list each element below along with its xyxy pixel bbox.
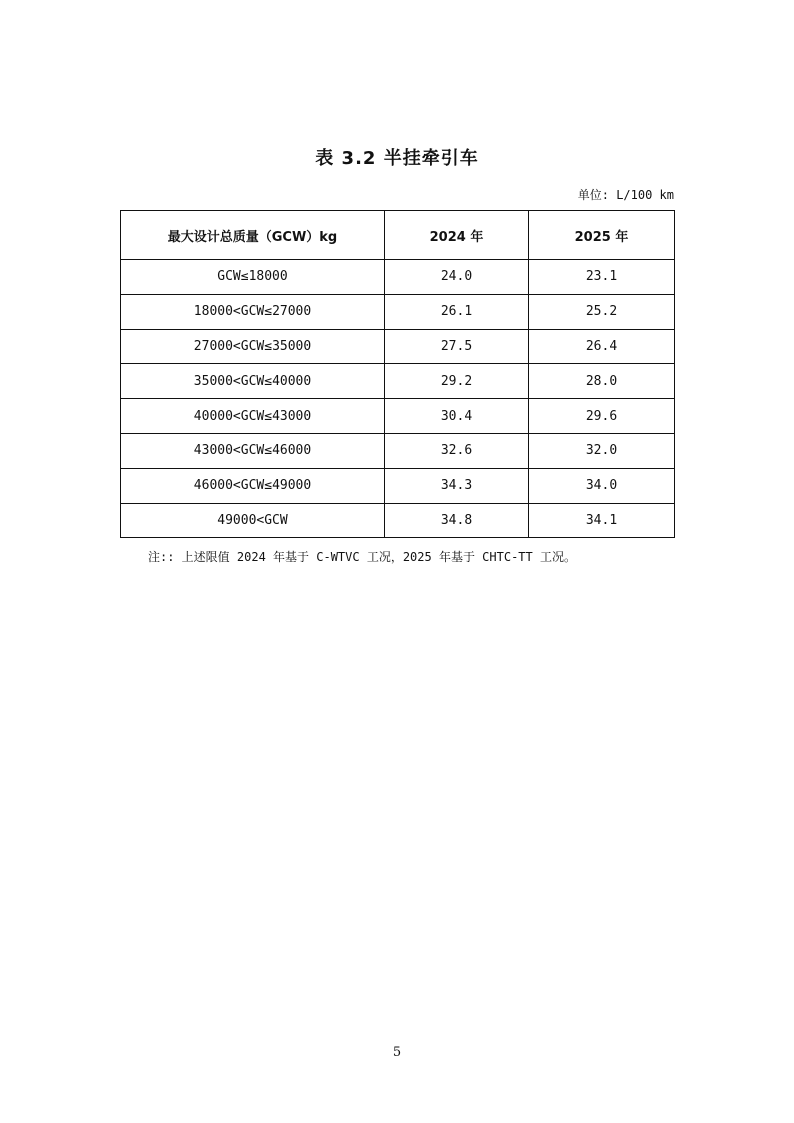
value-2024-cell: 30.4 [385, 399, 529, 434]
column-header-gcw: 最大设计总质量（GCW）kg [121, 211, 385, 260]
table-row [121, 329, 675, 364]
column-header-2024: 2024 年 [385, 211, 529, 260]
value-2025-cell: 25.2 [529, 294, 675, 329]
value-2024-cell: 29.2 [385, 364, 529, 399]
page-number: 5 [392, 1045, 402, 1060]
gcw-range-cell: 18000<GCW≤27000 [121, 294, 385, 329]
unit-label: 单位: L/100 km [577, 188, 674, 202]
value-2025-cell: 29.6 [529, 399, 675, 434]
table-row [121, 294, 675, 329]
column-header-2025: 2025 年 [529, 211, 675, 260]
table-header-row [121, 211, 675, 260]
fuel-consumption-table [120, 210, 675, 538]
gcw-range-cell: GCW≤18000 [121, 260, 385, 295]
value-2025-cell: 23.1 [529, 260, 675, 295]
gcw-range-cell: 35000<GCW≤40000 [121, 364, 385, 399]
value-2024-cell: 34.3 [385, 468, 529, 503]
gcw-range-cell: 46000<GCW≤49000 [121, 468, 385, 503]
table-row [121, 399, 675, 434]
gcw-range-cell: 27000<GCW≤35000 [121, 329, 385, 364]
value-2024-cell: 32.6 [385, 433, 529, 468]
value-2025-cell: 34.0 [529, 468, 675, 503]
table-title: 表 3.2 半挂牵引车 [315, 148, 479, 169]
gcw-range-cell: 40000<GCW≤43000 [121, 399, 385, 434]
value-2024-cell: 27.5 [385, 329, 529, 364]
table-row [121, 468, 675, 503]
value-2025-cell: 34.1 [529, 503, 675, 538]
value-2024-cell: 34.8 [385, 503, 529, 538]
gcw-range-cell: 49000<GCW [121, 503, 385, 538]
value-2025-cell: 32.0 [529, 433, 675, 468]
value-2024-cell: 24.0 [385, 260, 529, 295]
table-row [121, 364, 675, 399]
value-2024-cell: 26.1 [385, 294, 529, 329]
table-row [121, 433, 675, 468]
gcw-range-cell: 43000<GCW≤46000 [121, 433, 385, 468]
value-2025-cell: 28.0 [529, 364, 675, 399]
table-row [121, 260, 675, 295]
table-row [121, 503, 675, 538]
table-footnote: 注:: 上述限值 2024 年基于 C-WTVC 工况，2025 年基于 CHTC-TT 工况。 [148, 550, 576, 564]
value-2025-cell: 26.4 [529, 329, 675, 364]
